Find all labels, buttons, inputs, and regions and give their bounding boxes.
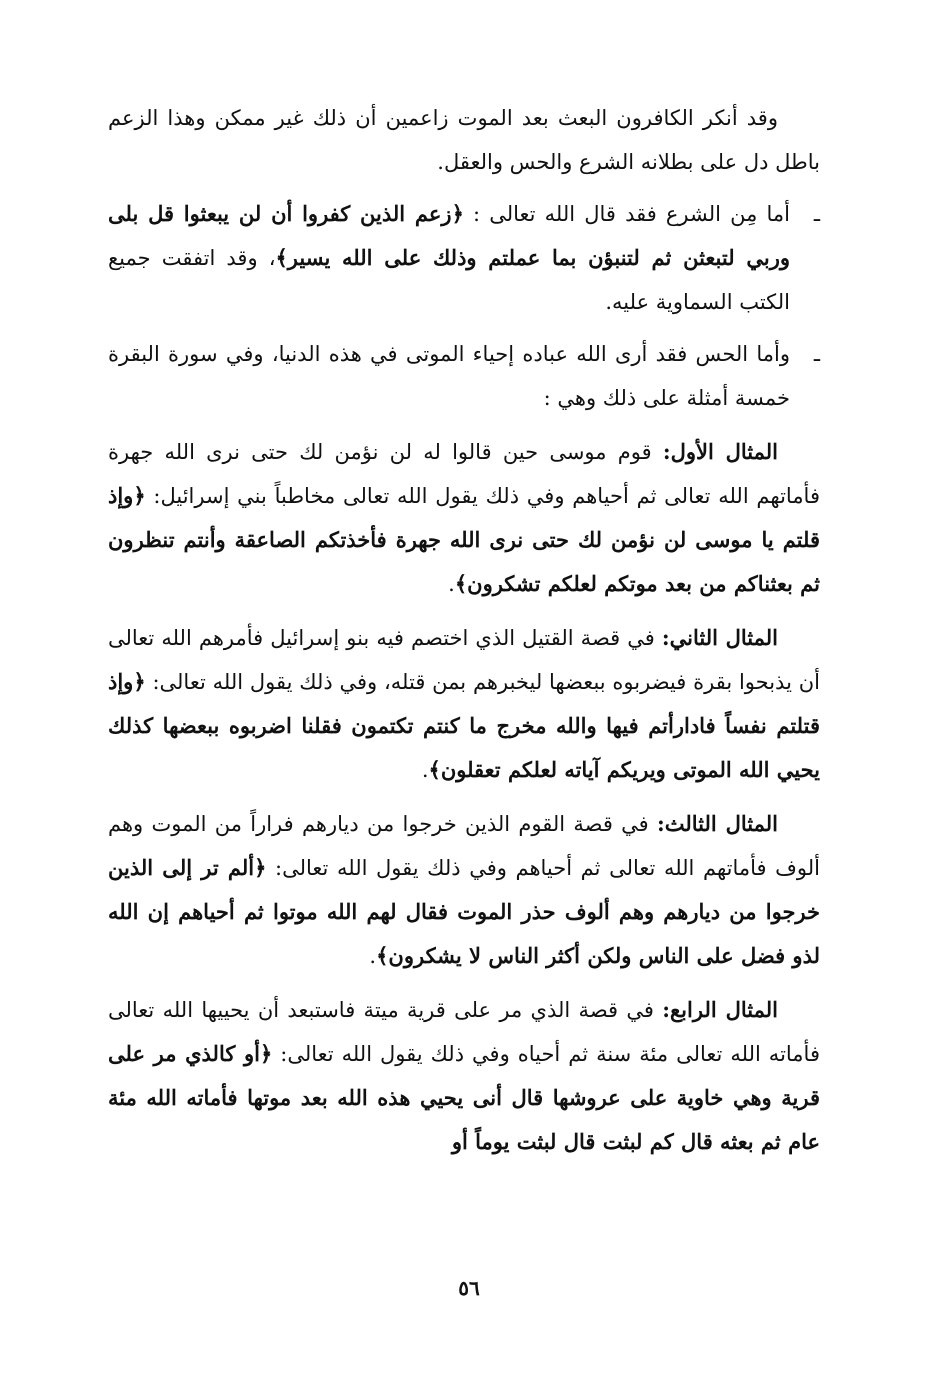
- example-2-heading: المثال الثاني:: [661, 625, 778, 650]
- example-1-quran-quote: ﴿وإذ قلتم يا موسى لن نؤمن لك حتى نرى الله جهرة فأخذتكم الصاعقة وأنتم تنظرون ثم بعثناكم من بعد موتكم لعلكم تشكرون﴾: [108, 483, 820, 596]
- dash-bullet: ـ: [813, 202, 820, 226]
- example-4-text: في قصة الذي مر على قرية ميتة فاستبعد أن يحييها الله تعالى فأماته الله تعالى مئة سنة ثم أحياه وفي ذلك يقول الله تعالى:: [108, 998, 820, 1066]
- senses-point: [108, 332, 820, 420]
- example-4-paragraph: [108, 988, 820, 1164]
- example-4-heading: المثال الرابع:: [662, 997, 778, 1022]
- example-3-paragraph: [108, 802, 820, 978]
- sharia-point: [108, 192, 820, 324]
- example-2-end: .: [421, 758, 429, 782]
- page-content: [108, 96, 820, 1164]
- example-3-text: في قصة القوم الذين خرجوا من ديارهم فراراً من الموت وهم ألوف فأماتهم الله تعالى ثم أحياهم وفي ذلك يقول الله تعالى:: [108, 812, 821, 880]
- sharia-lead: أما مِن الشرع فقد قال الله تعالى :: [463, 202, 790, 226]
- example-4-quran-quote: ﴿أو كالذي مر على قرية وهي خاوية على عروشها قال أنى يحيي هذه الله بعد موتها فأماته الله مئة عام ثم بعثه قال كم لبثت قال لبثت يوماً أو: [108, 1041, 820, 1154]
- page-number: ٥٦: [458, 1276, 480, 1300]
- example-1-paragraph: [108, 430, 820, 606]
- sharia-tail: ، وقد اتفقت جميع الكتب السماوية عليه.: [108, 246, 790, 314]
- intro-text: وقد أنكر الكافرون البعث بعد الموت زاعمين أن ذلك غير ممكن وهذا الزعم باطل دل على بطلانه الشرع والحس والعقل.: [108, 106, 820, 174]
- senses-text: وأما الحس فقد أرى الله عباده إحياء الموتى في هذه الدنيا، وفي سورة البقرة خمسة أمثلة على ذلك وهي :: [108, 342, 790, 410]
- example-2-text: في قصة القتيل الذي اختصم فيه بنو إسرائيل فأمرهم الله تعالى أن يذبحوا بقرة فيضربوه ببعضها ليخبرهم بمن قتله، وفي ذلك يقول الله تعالى:: [108, 626, 820, 694]
- dash-bullet: ـ: [813, 342, 820, 366]
- example-3-end: .: [369, 944, 377, 968]
- example-1-end: .: [448, 572, 455, 596]
- example-1-heading: المثال الأول:: [662, 439, 778, 464]
- example-3-heading: المثال الثالث:: [656, 811, 778, 836]
- example-1-text: قوم موسى حين قالوا له لن نؤمن لك حتى نرى الله جهرة فأماتهم الله تعالى ثم أحياهم وفي ذلك يقول الله تعالى مخاطباً بني إسرائيل:: [108, 440, 820, 508]
- example-2-quran-quote: ﴿وإذ قتلتم نفساً فادارأتم فيها والله مخرج ما كنتم تكتمون فقلنا اضربوه ببعضها كذلك يحيي الله الموتى ويريكم آياته لعلكم تعقلون﴾: [108, 669, 820, 782]
- example-2-paragraph: [108, 616, 820, 792]
- sharia-quran-quote: ﴿زعم الذين كفروا أن لن يبعثوا قل بلى وربي لتبعثن ثم لتنبؤن بما عملتم وذلك على الله يسير﴾: [108, 201, 790, 270]
- intro-paragraph: [108, 96, 820, 184]
- example-3-quran-quote: ﴿ألم تر إلى الذين خرجوا من ديارهم وهم ألوف حذر الموت فقال لهم الله موتوا ثم أحياهم إن الله لذو فضل على الناس ولكن أكثر الناس لا يشكرون﴾: [108, 855, 820, 968]
